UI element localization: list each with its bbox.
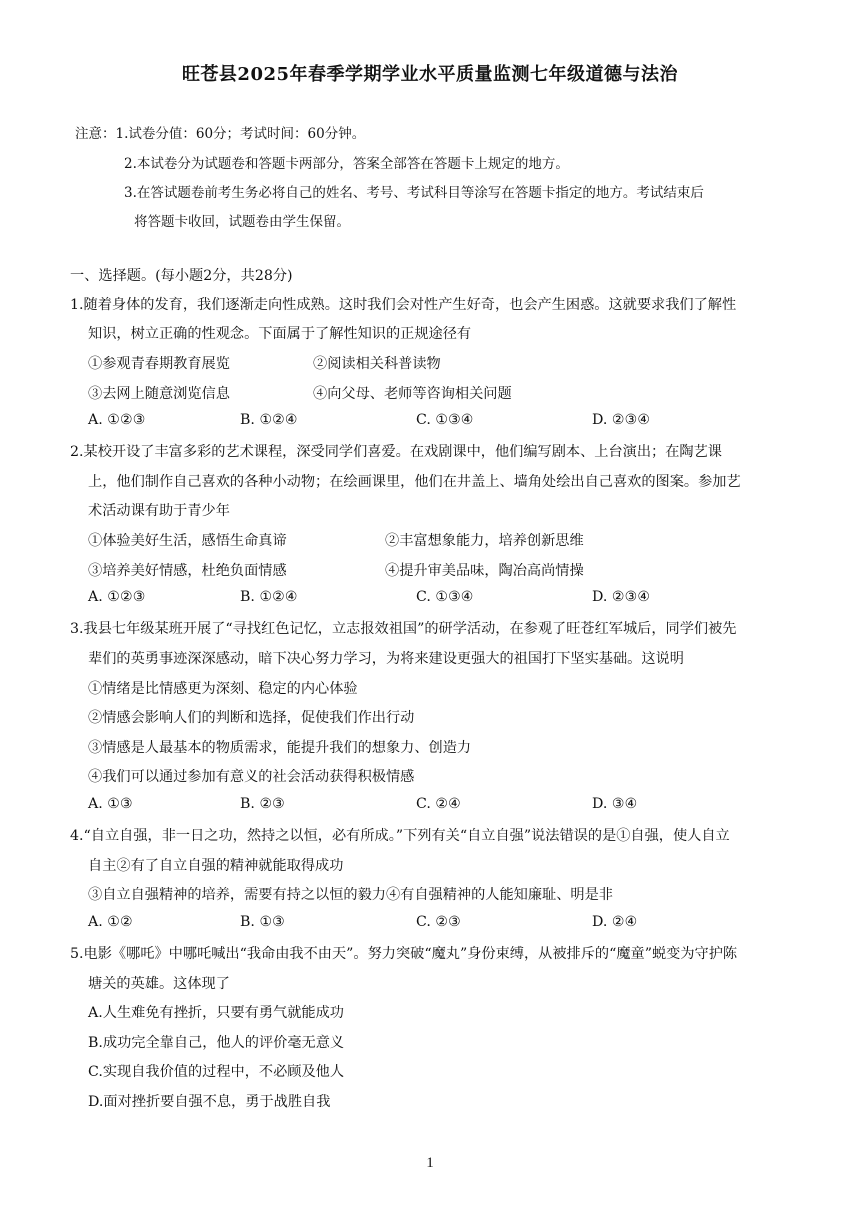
q4-choice-b: B. ①③ [240, 914, 285, 930]
q4-stem-line-1: 4.“自立自强，非一日之功，然持之以恒，必有所成。”下列有关“自立自强”说法错误的是①自强，使人自立 [70, 828, 730, 844]
q5-stem-line-1: 5.电影《哪吒》中哪吒喊出“我命由我不由天”。努力突破“魔丸”身份束缚，从被排斥的“魔童”蜕变为守护陈 [70, 946, 738, 962]
q1-item-4: ④向父母、老师等咨询相关问题 [313, 386, 512, 402]
q1-item-3: ③去网上随意浏览信息 [88, 386, 230, 402]
q2-item-2: ②丰富想象能力，培养创新思维 [385, 533, 584, 549]
note-line-2: 2.本试卷分为试题卷和答题卡两部分，答案全部答在答题卡上规定的地方。 [124, 156, 569, 172]
page-title: 旺苍县2025年春季学期学业水平质量监测七年级道德与法治 [181, 64, 679, 85]
q3-choice-a: A. ①③ [88, 796, 133, 812]
q3-item-3: ③情感是人最基本的物质需求，能提升我们的想象力、创造力 [88, 740, 472, 756]
note-line-1: 注意：1.试卷分值：60分；考试时间：60分钟。 [75, 126, 366, 142]
q4-stem-line-3: ③自立自强精神的培养，需要有持之以恒的毅力④有自强精神的人能知廉耻、明是非 [88, 887, 613, 903]
q2-stem-line-3: 术活动课有助于青少年 [88, 503, 230, 519]
q2-choice-a: A. ①②③ [88, 589, 146, 605]
q2-item-3: ③培养美好情感，杜绝负面情感 [88, 563, 287, 579]
q2-choice-d: D. ②③④ [592, 589, 651, 605]
q2-item-1: ①体验美好生活，感悟生命真谛 [88, 533, 287, 549]
q3-stem-line-2: 辈们的英勇事迹深深感动，暗下决心努力学习，为将来建设更强大的祖国打下坚实基础。这说明 [88, 651, 684, 667]
q3-item-4: ④我们可以通过参加有意义的社会活动获得积极情感 [88, 769, 415, 785]
q1-item-2: ②阅读相关科普读物 [313, 356, 441, 372]
q5-choice-a: A.人生难免有挫折，只要有勇气就能成功 [88, 1005, 344, 1021]
q5-stem-line-2: 塘关的英雄。这体现了 [88, 976, 230, 992]
page-number: 1 [426, 1155, 434, 1171]
q5-choice-d: D.面对挫折要自强不息，勇于战胜自我 [88, 1094, 331, 1110]
q4-choice-a: A. ①② [88, 914, 133, 930]
note-line-4: 将答题卡收回，试题卷由学生保留。 [134, 214, 350, 230]
q1-choice-b: B. ①②④ [240, 412, 298, 428]
q3-choice-c: C. ②④ [416, 796, 461, 812]
q1-choice-a: A. ①②③ [88, 412, 146, 428]
q1-choice-c: C. ①③④ [416, 412, 474, 428]
note-line-3: 3.在答试题卷前考生务必将自己的姓名、考号、考试科目等涂写在答题卡指定的地方。考试结束后 [124, 185, 704, 201]
q3-item-2: ②情感会影响人们的判断和选择，促使我们作出行动 [88, 710, 415, 726]
q3-stem-line-1: 3.我县七年级某班开展了“寻找红色记忆，立志报效祖国”的研学活动，在参观了旺苍红军城后，同学们被先 [70, 621, 737, 637]
q2-item-4: ④提升审美品味，陶冶高尚情操 [385, 563, 584, 579]
section-heading: 一、选择题。(每小题2分，共28分) [70, 268, 293, 284]
q1-stem-line-1: 1.随着身体的发育，我们逐渐走向性成熟。这时我们会对性产生好奇，也会产生困惑。这就要求我们了解性 [70, 297, 737, 313]
q4-stem-line-2: 自主②有了自立自强的精神就能取得成功 [88, 858, 344, 874]
q1-stem-line-2: 知识，树立正确的性观念。下面属于了解性知识的正规途径有 [88, 326, 472, 342]
q2-choice-b: B. ①②④ [240, 589, 298, 605]
q5-choice-b: B.成功完全靠自己，他人的评价毫无意义 [88, 1035, 345, 1051]
q3-choice-d: D. ③④ [592, 796, 638, 812]
q2-stem-line-2: 上，他们制作自己喜欢的各种小动物；在绘画课里，他们在井盖上、墙角处绘出自己喜欢的图案。参加艺 [88, 474, 741, 490]
q1-choice-d: D. ②③④ [592, 412, 651, 428]
q5-choice-c: C.实现自我价值的过程中，不必顾及他人 [88, 1064, 345, 1080]
q1-item-1: ①参观青春期教育展览 [88, 356, 230, 372]
q2-choice-c: C. ①③④ [416, 589, 474, 605]
q4-choice-d: D. ②④ [592, 914, 638, 930]
q3-choice-b: B. ②③ [240, 796, 285, 812]
q2-stem-line-1: 2.某校开设了丰富多彩的艺术课程，深受同学们喜爱。在戏剧课中，他们编写剧本、上台演出；在陶艺课 [70, 444, 722, 460]
q4-choice-c: C. ②③ [416, 914, 461, 930]
q3-item-1: ①情绪是比情感更为深刻、稳定的内心体验 [88, 681, 358, 697]
